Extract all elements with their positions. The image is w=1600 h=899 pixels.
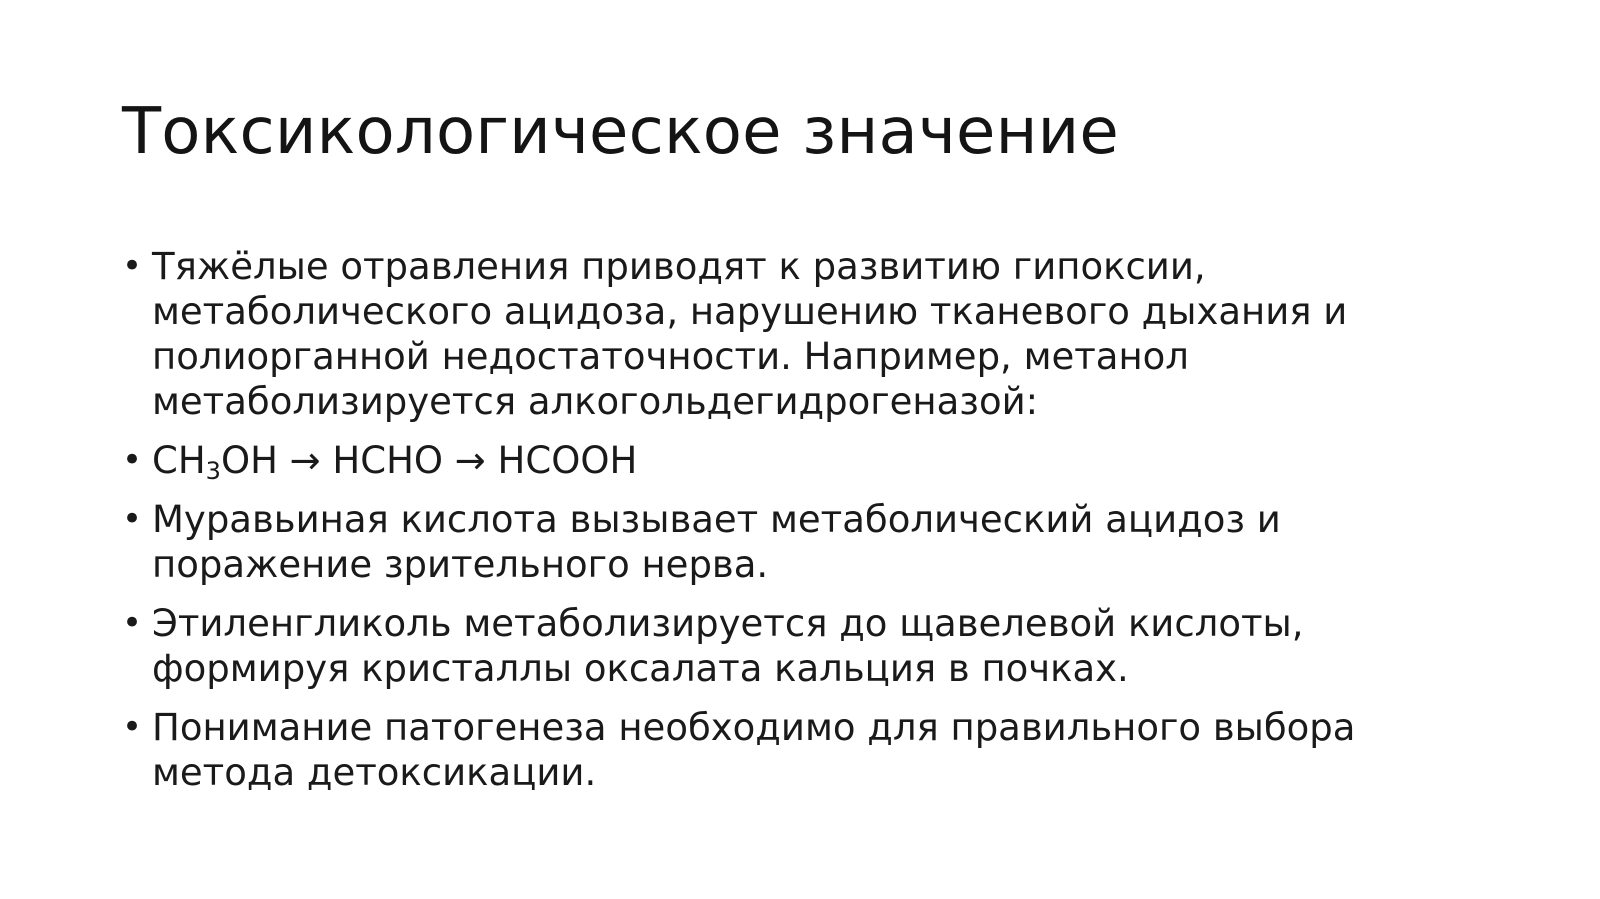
bullet-marker: • — [122, 440, 143, 480]
bullet-marker: • — [122, 499, 143, 539]
bullet-text-line: метаболического ацидоза, нарушению тканевого дыхания и — [152, 290, 1348, 333]
bullet-text-line: Понимание патогенеза необходимо для правильного выбора — [152, 706, 1356, 749]
bullet-text-line: формируя кристаллы оксалата кальция в почках. — [152, 647, 1129, 690]
bullet-marker: • — [122, 246, 143, 286]
formula-part-ch: CH — [152, 439, 206, 482]
bullet-item-hypoxia — [122, 244, 1522, 424]
bullet-text-line: поражение зрительного нерва. — [152, 543, 769, 586]
bullet-text-line: Этиленгликоль метаболизируется до щавелевой кислоты, — [152, 602, 1304, 645]
bullet-item-pathogenesis — [122, 705, 1522, 795]
bullet-marker: • — [122, 603, 143, 643]
bullet-text-line: полиорганной недостаточности. Например, метанол — [152, 335, 1189, 378]
slide-title: Токсикологическое значение — [122, 95, 1119, 169]
bullet-text-line: метаболизируется алкогольдегидрогеназой: — [152, 380, 1039, 423]
formula-part-rest: OH → HCHO → HCOOH — [220, 439, 638, 482]
bullet-text-line: Муравьиная кислота вызывает метаболический ацидоз и — [152, 498, 1281, 541]
bullet-item-ethylene-glycol — [122, 601, 1522, 691]
bullet-marker: • — [122, 707, 143, 747]
bullet-item-formic-acid — [122, 497, 1522, 587]
bullet-text-line: метода детоксикации. — [152, 751, 597, 794]
bullet-item-methanol-formula — [122, 438, 1522, 483]
methanol-metabolism-formula — [152, 438, 1522, 483]
formula-subscript: 3 — [205, 457, 221, 485]
bullet-list — [122, 244, 1522, 809]
bullet-text-line: Тяжёлые отравления приводят к развитию гипоксии, — [152, 245, 1206, 288]
